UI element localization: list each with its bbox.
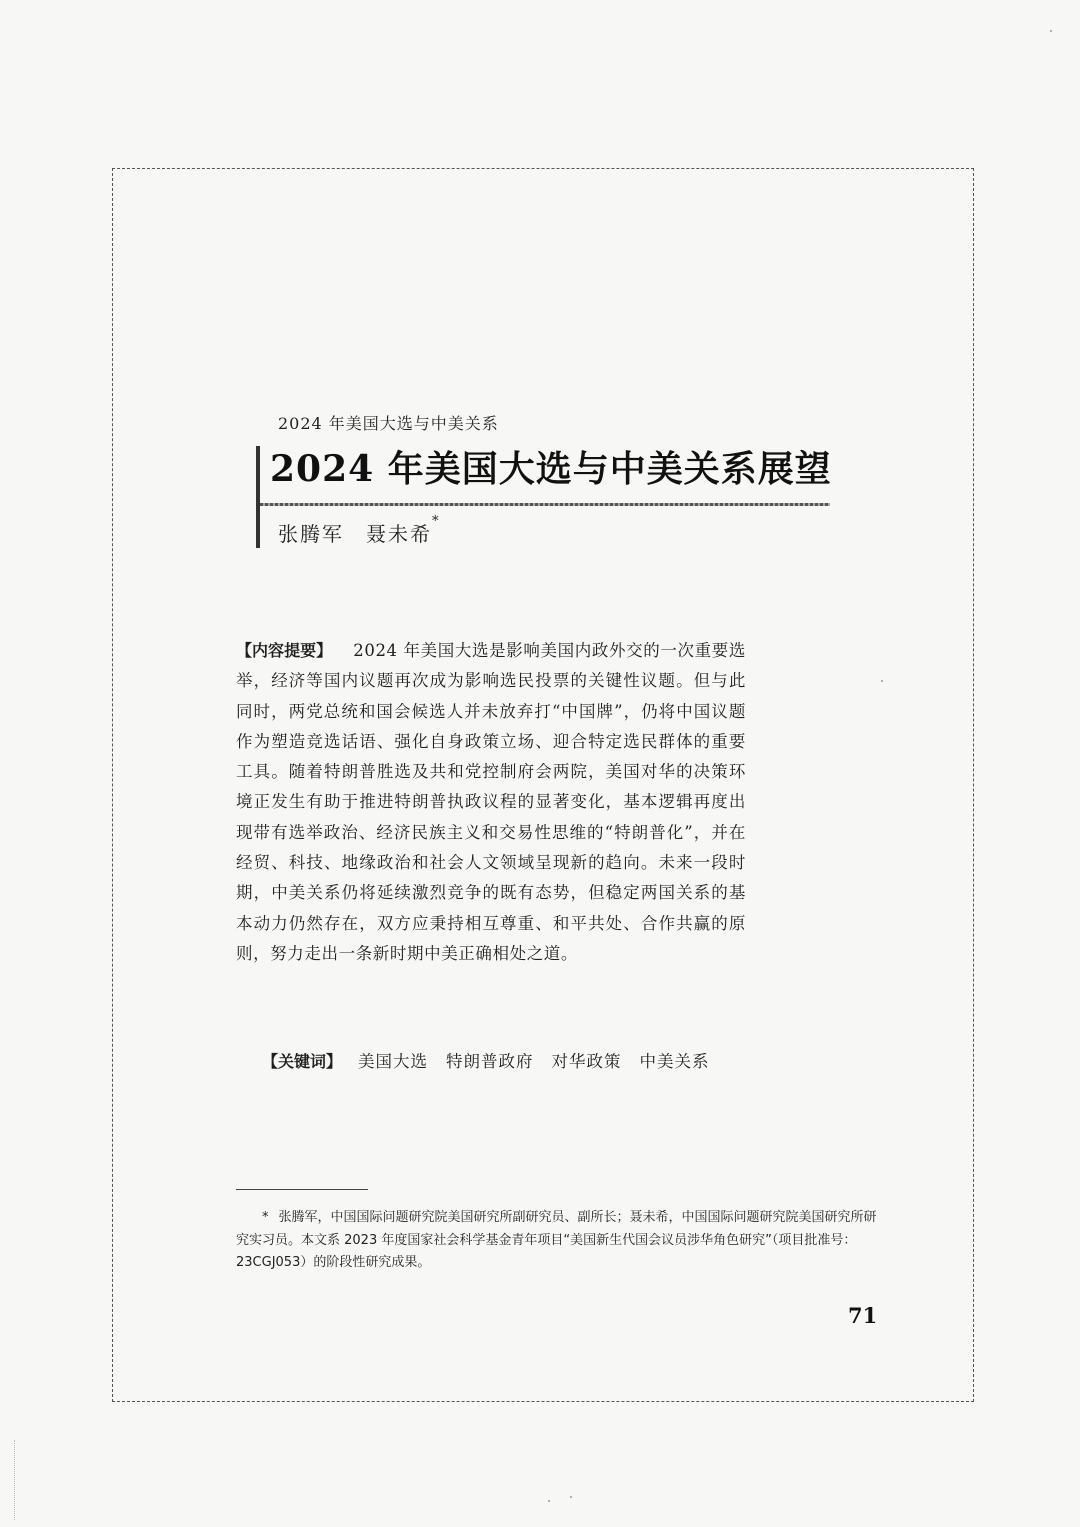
keyword: 特朗普政府 <box>446 1052 534 1071</box>
series-label: 2024 年美国大选与中美关系 <box>278 414 499 433</box>
author-name: 聂未希 <box>366 522 432 546</box>
page-number: 71 <box>848 1303 878 1328</box>
footnote <box>236 1207 886 1275</box>
title-rule <box>260 503 830 506</box>
scan-speck <box>548 1500 550 1502</box>
keyword: 对华政策 <box>551 1052 622 1071</box>
keyword: 中美关系 <box>639 1052 710 1071</box>
footnote-rule <box>236 1189 368 1190</box>
title-accent-bar <box>256 446 260 548</box>
scan-margin-marks <box>14 1440 17 1520</box>
footnote-text: 张腾军，中国国际问题研究院美国研究所副研究员、副所长；聂未希，中国国际问题研究院美国研究所研究实习员。本文系 2023 年度国家社会科学基金青年项目“美国新生代国会议员涉华角色研究”（项目批准号：23CGJ053）的阶段性研究成果。 <box>236 1210 877 1270</box>
author-footnote-mark: * <box>432 514 439 529</box>
authors <box>278 514 439 547</box>
keywords-label: 【关键词】 <box>262 1052 343 1071</box>
footnote-mark: * <box>262 1210 269 1225</box>
scan-speck <box>1050 30 1052 32</box>
abstract <box>236 636 746 969</box>
abstract-text: 2024 年美国大选是影响美国内政外交的一次重要选举，经济等国内议题再次成为影响选民投票的关键性议题。但与此同时，两党总统和国会候选人并未放弃打“中国牌”，仍将中国议题作为塑造竞选话语、强化自身政策立场、迎合特定选民群体的重要工具。随着特朗普胜选及共和党控制府会两院，美国对华的决策环境正发生有助于推进特朗普执政议程的显著变化，基本逻辑再度出现带有选举政治、经济民族主义和交易性思维的“特朗普化”，并在经贸、科技、地缘政治和社会人文领域呈现新的趋向。未来一段时期，中美关系仍将延续激烈竞争的既有态势，但稳定两国关系的基本动力仍然存在，双方应秉持相互尊重、和平共处、合作共赢的原则，努力走出一条新时期中美正确相处之道。 <box>236 641 746 963</box>
article-title: 2024 年美国大选与中美关系展望 <box>270 448 832 490</box>
keywords <box>262 1048 728 1072</box>
scan-speck <box>881 680 883 682</box>
author-name: 张腾军 <box>278 522 344 546</box>
abstract-label: 【内容提要】 <box>236 641 333 660</box>
scan-speck <box>570 1496 572 1498</box>
keyword: 美国大选 <box>358 1052 429 1071</box>
